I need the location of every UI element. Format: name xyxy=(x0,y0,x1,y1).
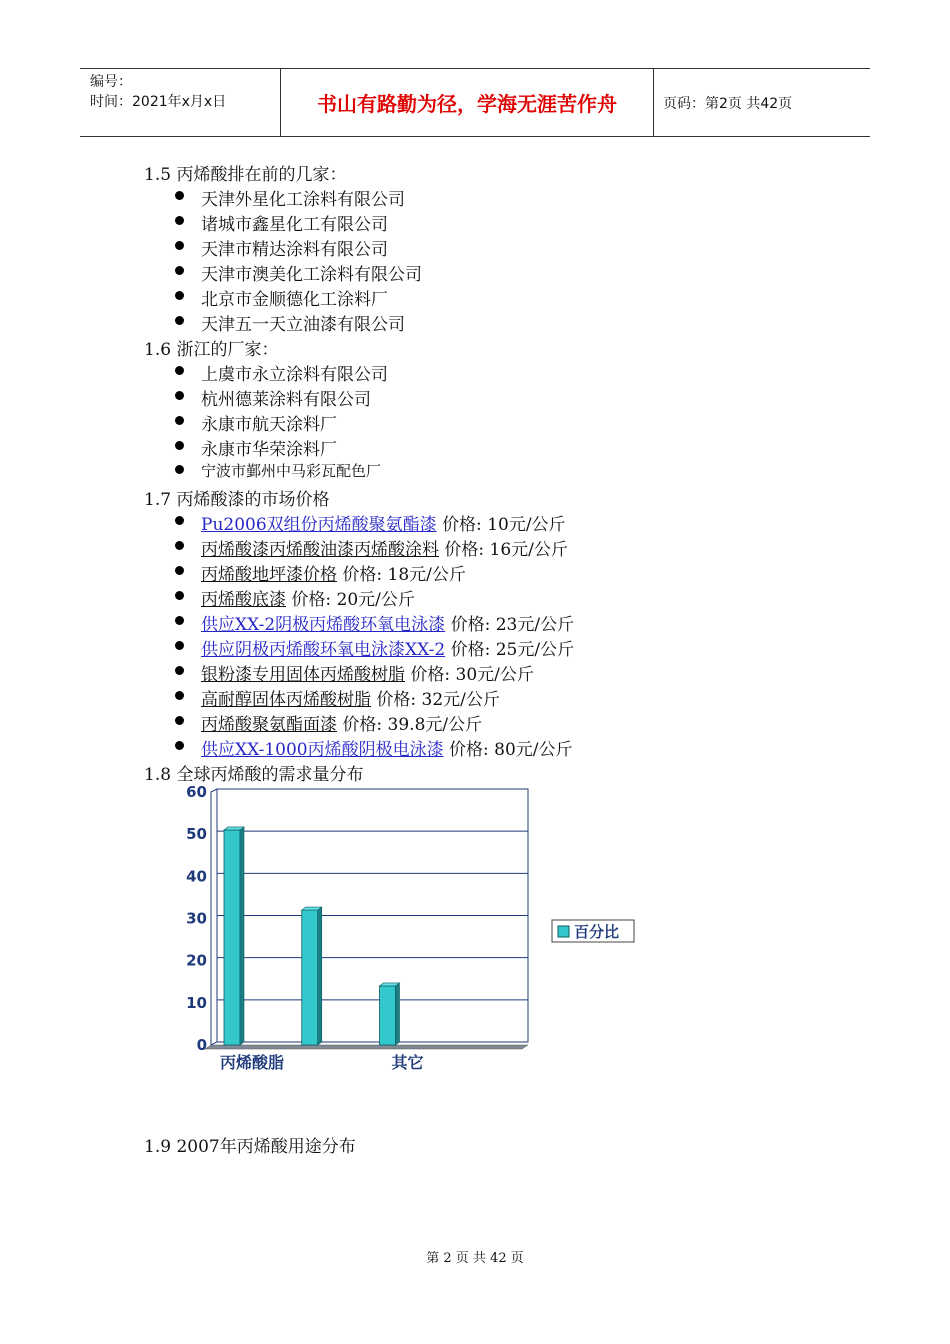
price-text: 价格: 18元/公斤 xyxy=(342,565,466,585)
list-item: 宁波市鄞州中马彩瓦配色厂 xyxy=(201,462,382,480)
list-item: 天津市澳美化工涂料有限公司 xyxy=(201,265,422,285)
product-link[interactable]: 银粉漆专用固体丙烯酸树脂 xyxy=(201,665,405,685)
product-link[interactable]: 丙烯酸聚氨酯面漆 xyxy=(201,715,337,735)
price-row xyxy=(201,585,415,610)
price-row xyxy=(201,710,482,735)
bullet-icon xyxy=(175,416,184,425)
bar-side xyxy=(396,983,400,1045)
time-label: 时间：2021年x月x日 xyxy=(90,94,227,110)
price-row xyxy=(201,510,566,535)
bar xyxy=(380,986,396,1045)
price-text: 价格: 25元/公斤 xyxy=(450,640,575,660)
x-tick-label: 丙烯酸脂 xyxy=(219,1053,285,1072)
bullet-icon xyxy=(175,691,184,700)
bar xyxy=(224,830,240,1045)
y-tick-label: 10 xyxy=(186,993,207,1012)
price-row xyxy=(201,660,534,685)
number-label: 编号： xyxy=(90,74,132,90)
price-text: 价格: 16元/公斤 xyxy=(444,540,568,560)
list-item: 北京市金顺德化工涂料厂 xyxy=(201,290,388,310)
legend-swatch xyxy=(558,926,569,937)
page-footer: 第 2 页 共 42 页 xyxy=(426,1251,524,1266)
list-item: 上虞市永立涂料有限公司 xyxy=(201,365,388,385)
product-link[interactable]: 供应XX-2阴极丙烯酸环氧电泳漆 xyxy=(201,615,446,635)
x-tick-label: 其它 xyxy=(391,1053,424,1072)
bar-side xyxy=(318,907,322,1045)
bullet-icon xyxy=(175,666,184,675)
bullet-icon xyxy=(175,465,184,474)
bullet-icon xyxy=(175,591,184,600)
header-page-info: 页码：第2页 共42页 xyxy=(663,96,793,112)
section-1-8-title: 1.8 全球丙烯酸的需求量分布 xyxy=(144,765,364,785)
price-row xyxy=(201,735,573,760)
price-text: 价格: 39.8元/公斤 xyxy=(342,715,483,735)
price-text: 价格: 20元/公斤 xyxy=(291,590,415,610)
y-tick-label: 30 xyxy=(186,909,207,928)
price-text: 价格: 30元/公斤 xyxy=(410,665,534,685)
bullet-icon xyxy=(175,366,184,375)
list-item: 永康市航天涂料厂 xyxy=(201,415,337,435)
bullet-icon xyxy=(175,541,184,550)
bullet-icon xyxy=(175,191,184,200)
price-row xyxy=(201,685,500,710)
product-link[interactable]: 丙烯酸地坪漆价格 xyxy=(201,565,337,585)
product-link[interactable]: Pu2006双组份丙烯酸聚氨酯漆 xyxy=(201,515,437,535)
bullet-icon xyxy=(175,641,184,650)
chart-floor xyxy=(205,1045,528,1049)
product-link[interactable]: 供应阴极丙烯酸环氧电泳漆XX-2 xyxy=(201,640,446,660)
y-tick-label: 40 xyxy=(186,867,207,886)
list-item: 永康市华荣涂料厂 xyxy=(201,440,337,460)
list-item: 天津市精达涂料有限公司 xyxy=(201,240,388,260)
bar-top xyxy=(302,907,322,910)
section-1-5-title: 1.5 丙烯酸排在前的几家： xyxy=(144,165,347,185)
list-item: 诸城市鑫星化工有限公司 xyxy=(201,215,388,235)
bullet-icon xyxy=(175,516,184,525)
product-link[interactable]: 丙烯酸底漆 xyxy=(201,590,286,610)
section-1-9-title: 1.9 2007年丙烯酸用途分布 xyxy=(144,1137,356,1157)
bullet-icon xyxy=(175,391,184,400)
y-tick-label: 0 xyxy=(196,1036,207,1054)
legend-label: 百分比 xyxy=(574,923,620,941)
list-item: 天津外星化工涂料有限公司 xyxy=(201,190,405,210)
demand-bar-chart xyxy=(180,782,650,1082)
price-text: 价格: 32元/公斤 xyxy=(376,690,500,710)
bullet-icon xyxy=(175,216,184,225)
price-row xyxy=(201,610,574,635)
bullet-icon xyxy=(175,616,184,625)
price-text: 价格: 10元/公斤 xyxy=(442,515,566,535)
page-header xyxy=(80,68,870,137)
y-tick-label: 20 xyxy=(186,951,207,970)
price-row xyxy=(201,635,574,660)
header-left-cell xyxy=(80,69,281,136)
price-text: 价格: 80元/公斤 xyxy=(449,740,573,760)
price-row xyxy=(201,535,568,560)
bullet-icon xyxy=(175,716,184,725)
y-tick-label: 50 xyxy=(186,825,207,844)
bullet-icon xyxy=(175,316,184,325)
bar-top xyxy=(380,983,400,986)
list-item: 天津五一天立油漆有限公司 xyxy=(201,315,405,335)
product-link[interactable]: 高耐醇固体丙烯酸树脂 xyxy=(201,690,371,710)
bar xyxy=(302,910,318,1045)
list-item: 杭州德莱涂料有限公司 xyxy=(201,390,371,410)
section-1-6-title: 1.6 浙江的厂家： xyxy=(144,340,279,360)
price-text: 价格: 23元/公斤 xyxy=(450,615,575,635)
bar-side xyxy=(240,827,244,1045)
y-tick-label: 60 xyxy=(186,783,207,801)
bullet-icon xyxy=(175,441,184,450)
header-motto: 书山有路勤为径，学海无涯苦作舟 xyxy=(281,69,654,136)
bullet-icon xyxy=(175,291,184,300)
bar-top xyxy=(224,827,244,830)
bullet-icon xyxy=(175,741,184,750)
bullet-icon xyxy=(175,566,184,575)
bullet-icon xyxy=(175,266,184,275)
price-row xyxy=(201,560,466,585)
chart-side-wall xyxy=(211,789,217,1045)
product-link[interactable]: 供应XX-1000丙烯酸阴极电泳漆 xyxy=(201,740,444,760)
product-link[interactable]: 丙烯酸漆丙烯酸油漆丙烯酸涂料 xyxy=(201,540,439,560)
bullet-icon xyxy=(175,241,184,250)
section-1-7-title: 1.7 丙烯酸漆的市场价格 xyxy=(144,490,330,510)
